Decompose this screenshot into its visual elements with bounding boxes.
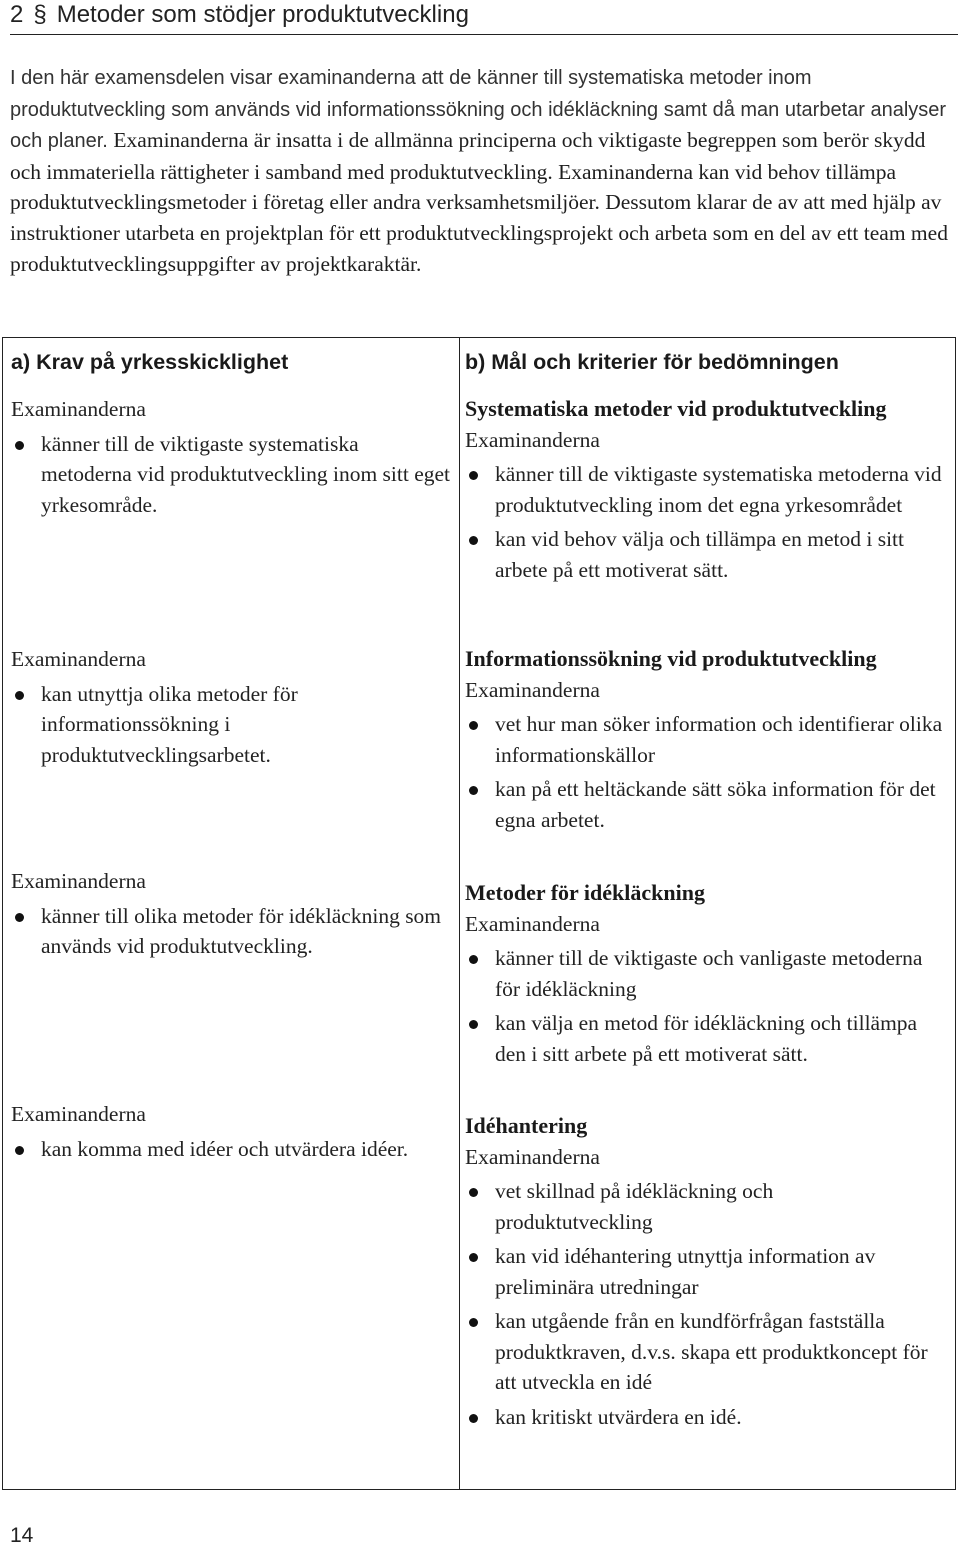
list-item: kan välja en metod för idékläckning och tillämpa den i sitt arbete på ett motiverat sätt. bbox=[465, 1008, 945, 1069]
page-number: 14 bbox=[10, 1524, 34, 1547]
skill-block-1 bbox=[11, 394, 451, 524]
criteria-title: Systematiska metoder vid produktutveckling bbox=[465, 396, 887, 421]
bullet-icon bbox=[469, 1020, 478, 1029]
bullet-icon bbox=[15, 441, 24, 450]
skill-block-4 bbox=[11, 1099, 451, 1168]
bullet-icon bbox=[469, 721, 478, 730]
examinees-label: Examinanderna bbox=[11, 1102, 146, 1126]
list-item: känner till de viktigaste systematiska metoderna vid produktutveckling inom sitt eget yrkesområde. bbox=[11, 429, 451, 521]
list-item: känner till de viktigaste och vanligaste metoderna för idékläckning bbox=[465, 943, 945, 1004]
criteria-block-1 bbox=[465, 394, 945, 589]
examinees-label: Examinanderna bbox=[465, 1144, 600, 1169]
list-item: kan utgående från en kundförfrågan fastställa produktkraven, d.v.s. skapa ett produktkoncept för att utveckla en idé bbox=[465, 1306, 935, 1398]
intro-sentence-1: I den här examensdelen visar examinanderna att de känner till systematiska metoder inom produktutveckling som används vid informationssökning och idékläckning samt då man utarbetar analyser och planer. bbox=[10, 67, 947, 153]
section-heading bbox=[10, 0, 958, 35]
criteria-title: Idéhantering bbox=[465, 1113, 588, 1138]
list-item: vet skillnad på idékläckning och produktutveckling bbox=[465, 1176, 935, 1237]
list-item: kan kritiskt utvärdera en idé. bbox=[465, 1402, 935, 1433]
list-item: kan på ett heltäckande sätt söka information för det egna arbetet. bbox=[465, 774, 945, 835]
column-b-heading: b) Mål och kriterier för bedömningen bbox=[465, 350, 839, 374]
intro-paragraph bbox=[10, 62, 950, 279]
criteria-block-2 bbox=[465, 644, 945, 839]
criteria-title: Informationssökning vid produktutveckling bbox=[465, 646, 877, 671]
column-divider bbox=[459, 338, 460, 1489]
examinees-label: Examinanderna bbox=[465, 677, 600, 702]
bullet-icon bbox=[15, 691, 24, 700]
bullet-icon bbox=[469, 786, 478, 795]
list-item: känner till olika metoder för idékläckning som används vid produktutveckling. bbox=[11, 901, 451, 962]
bullet-icon bbox=[469, 1318, 478, 1327]
list-item: vet hur man söker information och identifierar olika informationskällor bbox=[465, 709, 945, 770]
examinees-label: Examinanderna bbox=[465, 911, 600, 936]
bullet-icon bbox=[15, 913, 24, 922]
list-item: kan utnyttja olika metoder för informationssökning i produktutvecklingsarbetet. bbox=[11, 679, 451, 771]
examinees-label: Examinanderna bbox=[11, 397, 146, 421]
chapter-number: 2 bbox=[10, 1, 24, 28]
intro-sentence-2: Examinanderna är insatta i de allmänna principerna och viktigaste begreppen som berör skydd och immateriella rättigheter i samband med produktutveckling. Examinanderna kan vid behov tillämpa produktutvecklingsmetoder i företag eller andra verksamhetsmiljöer. Dessutom klarar de av att med hjälp av instruktioner utarbeta en projektplan för ett produktutvecklingsprojekt och arbeta som en del av ett team med produktutvecklingsuppgifter av projektkaraktär. bbox=[10, 128, 948, 276]
bullet-icon bbox=[469, 536, 478, 545]
bullet-icon bbox=[469, 471, 478, 480]
list-item: kan vid idéhantering utnyttja information av preliminära utredningar bbox=[465, 1241, 935, 1302]
list-item: känner till de viktigaste systematiska metoderna vid produktutveckling inom det egna yrkesområdet bbox=[465, 459, 945, 520]
column-a-heading: a) Krav på yrkesskicklighet bbox=[11, 350, 289, 374]
criteria-block-3 bbox=[465, 878, 945, 1073]
list-item: kan vid behov välja och tillämpa en metod i sitt arbete på ett motiverat sätt. bbox=[465, 524, 945, 585]
skill-block-3 bbox=[11, 866, 451, 966]
examinees-label: Examinanderna bbox=[11, 647, 146, 671]
bullet-icon bbox=[469, 955, 478, 964]
criteria-title: Metoder för idékläckning bbox=[465, 880, 705, 905]
criteria-block-4 bbox=[465, 1111, 935, 1436]
requirements-table bbox=[2, 337, 956, 1490]
examinees-label: Examinanderna bbox=[465, 427, 600, 452]
bullet-icon bbox=[469, 1253, 478, 1262]
bullet-icon bbox=[469, 1414, 478, 1423]
list-item: kan komma med idéer och utvärdera idéer. bbox=[11, 1134, 451, 1165]
section-title: Metoder som stödjer produktutveckling bbox=[56, 1, 469, 28]
bullet-icon bbox=[469, 1188, 478, 1197]
bullet-icon bbox=[15, 1146, 24, 1155]
skill-block-2 bbox=[11, 644, 451, 774]
section-symbol: § bbox=[33, 1, 47, 28]
examinees-label: Examinanderna bbox=[11, 869, 146, 893]
